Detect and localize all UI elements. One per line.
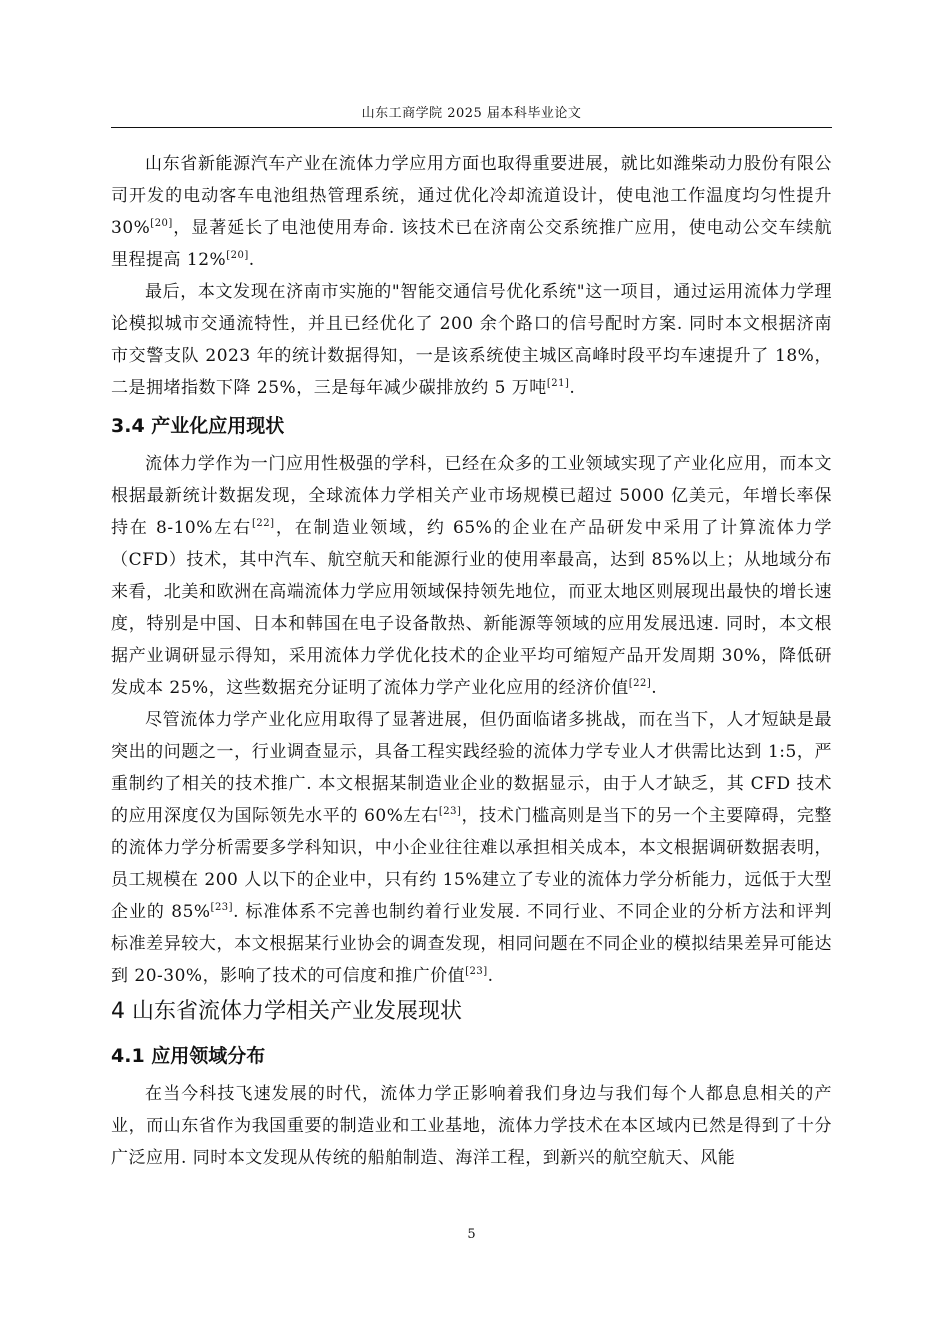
text-run: 在当今科技飞速发展的时代，流体力学正影响着我们身边与我们每个人都息息相关的产业，而山东省作为我国重要的制造业和工业基地，流体力学技术在本区域内已然是得到了十分广泛应用. 同时本文发现从传统的船舶制造、海洋工程，到新兴的航空航天、风能	[111, 1084, 832, 1168]
section-heading: 3.4 产业化应用现状	[111, 415, 285, 437]
text-run: 尽管流体力学产业化应用取得了显著进展，但仍面临诸多挑战，而在当下，人才短缺是最突出的问题之一，行业调查显示，具备工程实践经验的流体力学专业人才供需比达到 1:5，严重制约了相关的技术推广. 本文根据某制造业企业的数据显示，由于人才缺乏，其 CFD 技术的应用深度仅为国际领先水平的 60%左右	[111, 710, 832, 826]
citation-marker: [20]	[150, 218, 173, 229]
citation-marker: [21]	[546, 378, 570, 389]
text-run: .	[487, 966, 494, 986]
paragraph	[111, 276, 832, 404]
citation-marker: [23]	[465, 966, 488, 977]
text-run: 流体力学作为一门应用性极强的学科，已经在众多的工业领域实现了产业化应用，而本文根据最新统计数据发现，全球流体力学相关产业市场规模已超过 5000 亿美元，年增长率保持在 8-10%左右	[111, 454, 832, 538]
citation-marker: [22]	[628, 678, 652, 689]
text-run: . 标准体系不完善也制约着行业发展. 不同行业、不同企业的分析方法和评判标准差异较大，本文根据某行业协会的调查发现，相同问题在不同企业的模拟结果差异可能达到 20-30%，影响了技术的可信度和推广价值	[111, 902, 832, 986]
paragraph	[111, 1078, 832, 1174]
body-text	[111, 148, 832, 1174]
citation-marker: [23]	[438, 806, 462, 817]
text-run: .	[651, 678, 658, 698]
text-run: .	[248, 250, 255, 270]
citation-marker: [22]	[251, 518, 275, 529]
text-run: ，技术门槛高则是当下的另一个主要障碍，完整的流体力学分析需要多学科知识，中小企业往往难以承担相关成本，本文根据调研数据表明，员工规模在 200 人以下的企业中，只有约 15%建立了专业的流体力学分析能力，远低于大型企业的 85%	[111, 806, 832, 922]
citation-marker: [23]	[210, 902, 234, 913]
paragraph	[111, 448, 832, 704]
text-run: 山东省新能源汽车产业在流体力学应用方面也取得重要进展，就比如潍柴动力股份有限公司开发的电动客车电池组热管理系统，通过优化冷却流道设计，使电池工作温度均匀性提升 30%	[111, 154, 832, 238]
section-heading: 4.1 应用领域分布	[111, 1045, 266, 1067]
text-run: .	[569, 378, 576, 398]
text-run: ，显著延长了电池使用寿命. 该技术已在济南公交系统推广应用，使电动公交车续航里程提高 12%	[111, 218, 832, 270]
text-run: ，在制造业领域，约 65%的企业在产品研发中采用了计算流体力学（CFD）技术，其中汽车、航空航天和能源行业的使用率最高，达到 85%以上；从地域分布来看，北美和欧洲在高端流体力学应用领域保持领先地位，而亚太地区则展现出最快的增长速度，特别是中国、日本和韩国在电子设备散热、新能源等领域的应用发展迅速. 同时，本文根据产业调研显示得知，采用流体力学优化技术的企业平均可缩短产品开发周期 30%，降低研发成本 25%，这些数据充分证明了流体力学产业化应用的经济价值	[111, 518, 832, 698]
page-number: 5	[467, 1227, 476, 1242]
header-rule	[111, 127, 832, 128]
citation-marker: [20]	[226, 250, 249, 261]
chapter-heading: 4 山东省流体力学相关产业发展现状	[111, 999, 462, 1024]
paragraph	[111, 704, 832, 992]
running-header: 山东工商学院 2025 届本科毕业论文	[361, 106, 582, 121]
paragraph	[111, 148, 832, 276]
text-run: 最后，本文发现在济南市实施的"智能交通信号优化系统"这一项目，通过运用流体力学理论模拟城市交通流特性，并且已经优化了 200 余个路口的信号配时方案. 同时本文根据济南市交警支队 2023 年的统计数据得知，一是该系统使主城区高峰时段平均车速提升了 18%，二是拥堵指数下降 25%，三是每年减少碳排放约 5 万吨	[111, 282, 832, 398]
